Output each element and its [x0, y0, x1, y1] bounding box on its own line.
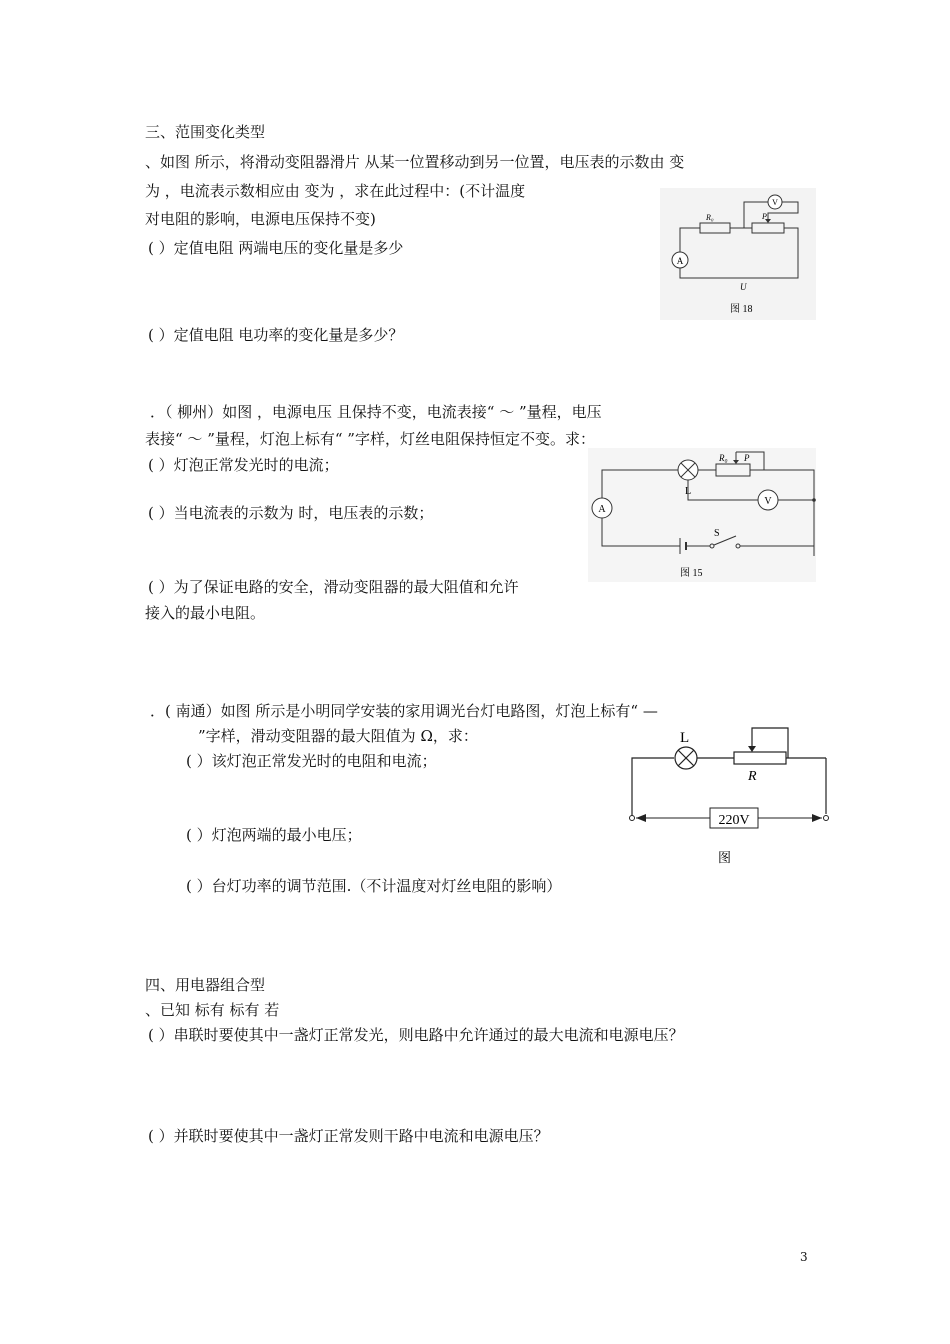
q2-sub1: ( ）灯泡正常发光时的电流；: [148, 456, 339, 474]
circuit-figure-dimmer: [622, 726, 836, 868]
q3-sub1: ( ）该灯泡正常发光时的电阻和电流；: [186, 752, 437, 770]
voltmeter-label-15: V: [764, 496, 772, 507]
figure-18-caption: 图 18: [730, 304, 753, 315]
q2-sub3b: 接入的最小电阻。: [145, 604, 266, 622]
page-number: 3: [800, 1250, 808, 1264]
q3-sub2: ( ）灯泡两端的最小电压；: [186, 826, 362, 844]
circuit-figure-15: [588, 448, 816, 582]
figure-15-caption: 图 15: [680, 568, 703, 579]
section-heading-4: 四、用电器组合型: [145, 976, 266, 994]
lamp-label-dimmer: L: [680, 730, 690, 746]
section-heading-3: 三、范围变化类型: [145, 123, 266, 141]
lamp-label: L: [685, 486, 692, 497]
voltmeter-label: V: [772, 198, 778, 207]
q3-line2: ”字样，滑动变阻器的最大阻值为 Ω，求：: [198, 727, 478, 745]
slider-label: P: [762, 212, 767, 221]
source-voltage-label: 220V: [718, 813, 750, 828]
q2-line1: ．（ 柳州）如图 ，电源电压 且保持不变，电流表接“ ～ ”量程，电压: [150, 403, 602, 421]
q1-line2: 为 ，电流表示数相应由 变为 ，求在此过程中：(不计温度: [145, 182, 526, 200]
figure-dimmer-caption: 图: [718, 850, 732, 865]
q1-sub1: ( ）定值电阻 两端电压的变化量是多少: [148, 239, 404, 257]
q2-sub3a: ( ）为了保证电路的安全，滑动变阻器的最大阻值和允许: [148, 578, 519, 596]
slider-label-15: P: [744, 453, 750, 463]
q1-sub2: ( ）定值电阻 电功率的变化量是多少？: [148, 326, 404, 344]
rheostat-label: R: [748, 769, 757, 784]
ammeter-label: A: [676, 256, 684, 266]
switch-label: S: [714, 528, 720, 539]
q3-line1: ．( 南通）如图 所示是小明同学安装的家用调光台灯电路图，灯泡上标有“ —: [150, 702, 658, 720]
s4-q1-sub2: ( ）并联时要使其中一盏灯正常发则干路中电流和电源电压？: [148, 1127, 549, 1145]
q1-line3: 对电阻的影响，电源电压保持不变): [145, 210, 376, 228]
q2-line2: 表接“ ～ ”量程，灯泡上标有“ ”字样，灯丝电阻保持恒定不变。求：: [145, 430, 595, 448]
s4-q1-sub1: ( ）串联时要使其中一盏灯正常发光，则电路中允许通过的最大电流和电源电压？: [148, 1026, 684, 1044]
voltage-u-label: U: [740, 282, 747, 292]
q3-sub3: ( ）台灯功率的调节范围.（不计温度对灯丝电阻的影响）: [186, 877, 562, 895]
q2-sub2: ( ）当电流表的示数为 时，电压表的示数；: [148, 504, 434, 522]
q1-line1: 、如图 所示，将滑动变阻器滑片 从某一位置移动到另一位置，电压表的示数由 变: [145, 153, 685, 171]
s4-q1-line1: 、已知 标有 标有 若: [145, 1001, 280, 1019]
ammeter-label-15: A: [598, 504, 606, 515]
circuit-figure-18: [660, 188, 816, 320]
r0-label-15: R₀: [719, 453, 728, 463]
r0-label: R₀: [706, 213, 714, 222]
